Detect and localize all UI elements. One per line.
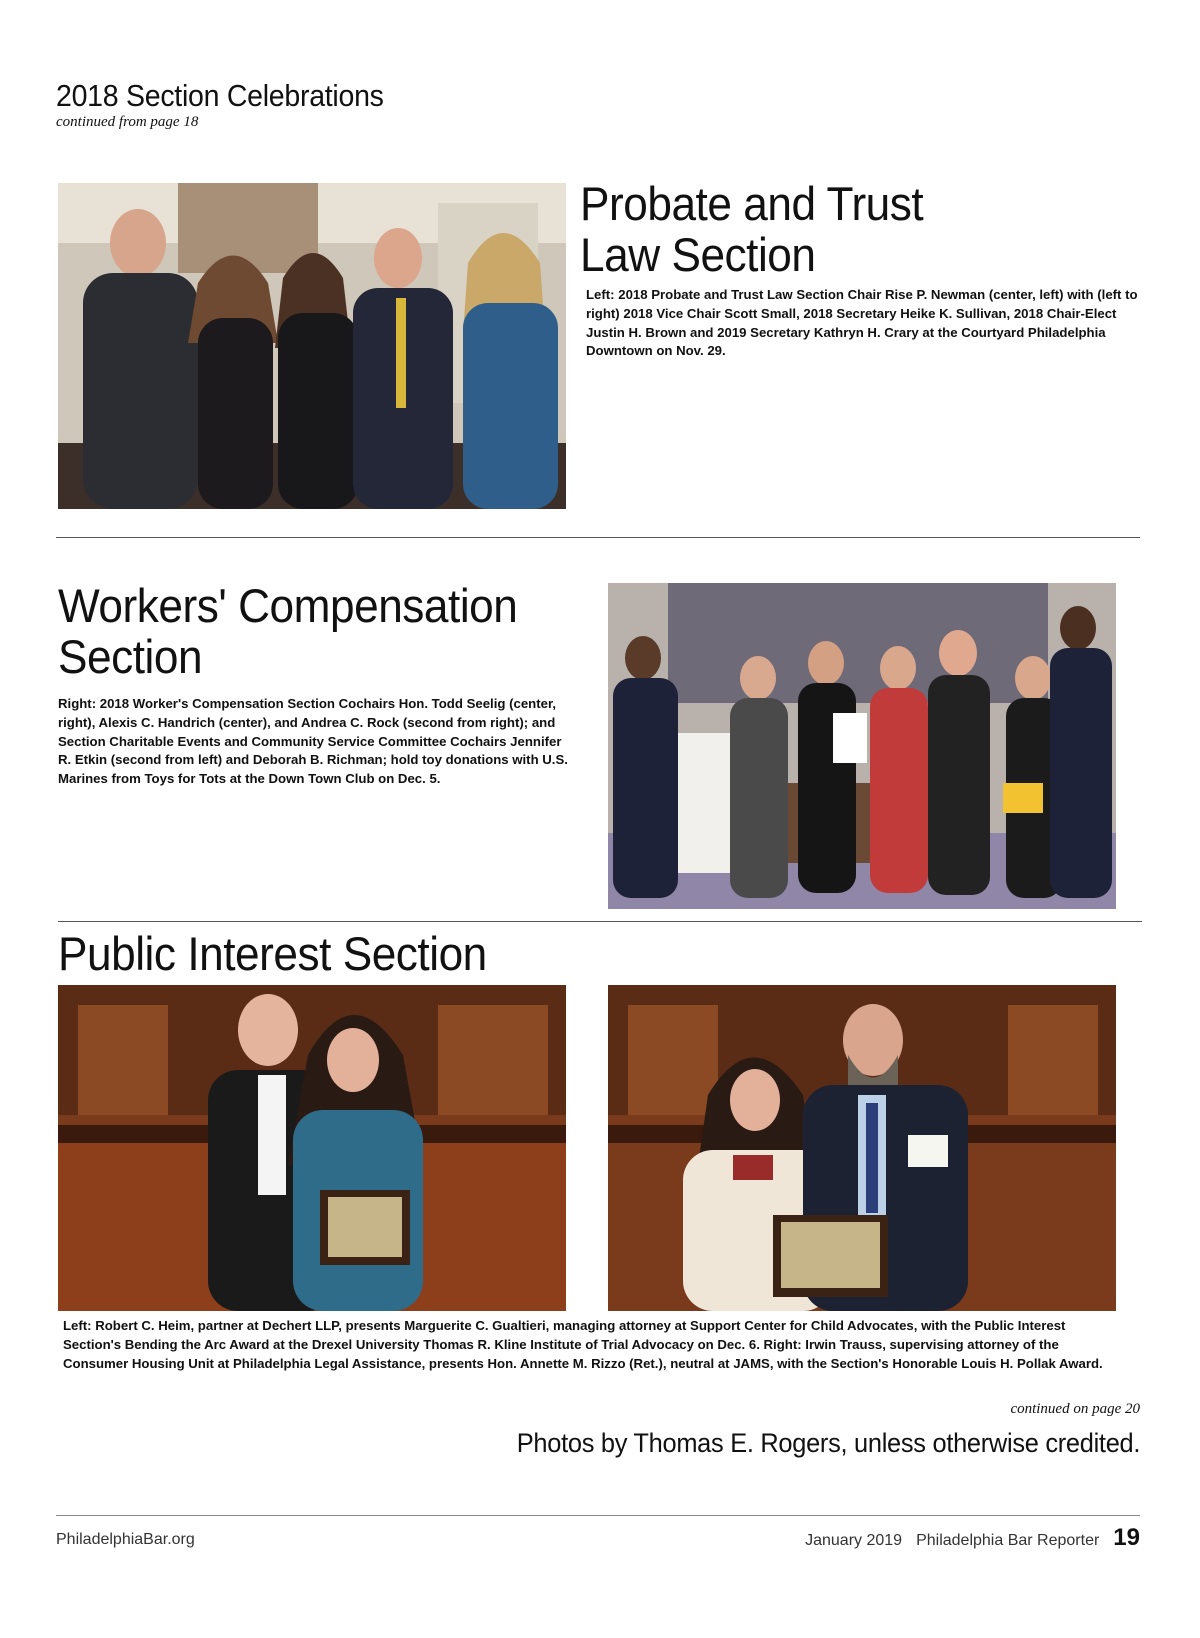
footer-website-link[interactable]: PhiladelphiaBar.org <box>56 1531 195 1548</box>
page-number: 19 <box>1113 1524 1140 1551</box>
workers-title-line2: Section <box>58 630 203 683</box>
footer-publication-info <box>805 1524 1140 1552</box>
footer-rule <box>56 1515 1140 1516</box>
workers-comp-section-title <box>58 580 517 682</box>
probate-group-photo <box>58 183 566 509</box>
public-interest-section-title: Public Interest Section <box>58 927 487 980</box>
photo-credit: Photos by Thomas E. Rogers, unless otherwise credited. <box>516 1428 1140 1458</box>
probate-caption: Left: 2018 Probate and Trust Law Section Chair Rise P. Newman (center, left) with (left to right) 2018 Vice Chair Scott Small, 2018 Secretary Heike K. Sullivan, 2018 Chair-Elect Justin H. Brown and 2019 Secretary Kathryn H. Crary at the Courtyard Philadelphia Downtown on Nov. 29. <box>586 287 1138 359</box>
section-divider <box>56 537 1140 538</box>
public-interest-award-photo-right <box>608 985 1116 1311</box>
public-interest-award-photo-left <box>58 985 566 1311</box>
public-interest-caption: Left: Robert C. Heim, partner at Dechert LLP, presents Marguerite C. Gualtieri, managing attorney at Support Center for Child Advocates, with the Public Interest Section's Bending the Arc Award at the Drexel University Thomas R. Kline Institute of Trial Advocacy on Dec. 6. Right: Irwin Trauss, supervising attorney of the Consumer Housing Unit at Philadelphia Legal Assistance, presents Hon. Annette M. Rizzo (Ret.), neutral at JAMS, with the Section's Honorable Louis H. Pollak Award. <box>63 1318 1103 1371</box>
workers-comp-caption: Right: 2018 Worker's Compensation Section Cochairs Hon. Todd Seelig (center, right), Alexis C. Handrich (center), and Andrea C. Rock (second from right); and Section Charitable Events and Community Service Committee Cochairs Jennifer R. Etkin (second from left) and Deborah B. Richman; hold toy donations with U.S. Marines from Toys for Tots at the Down Town Club on Dec. 5. <box>58 696 568 787</box>
continued-from-note: continued from page 18 <box>56 114 199 130</box>
probate-title-line2: Law Section <box>580 228 816 281</box>
workers-title-line1: Workers' Compensation <box>58 579 518 632</box>
footer-publication-name: Philadelphia Bar Reporter <box>916 1532 1100 1549</box>
probate-section-title <box>580 178 923 280</box>
continued-to-note: continued on page 20 <box>1010 1401 1140 1417</box>
workers-comp-group-photo <box>608 583 1116 909</box>
probate-title-line1: Probate and Trust <box>580 177 924 230</box>
page-header-title: 2018 Section Celebrations <box>56 78 384 113</box>
footer-issue-date: January 2019 <box>805 1532 903 1549</box>
section-divider <box>58 921 1142 922</box>
